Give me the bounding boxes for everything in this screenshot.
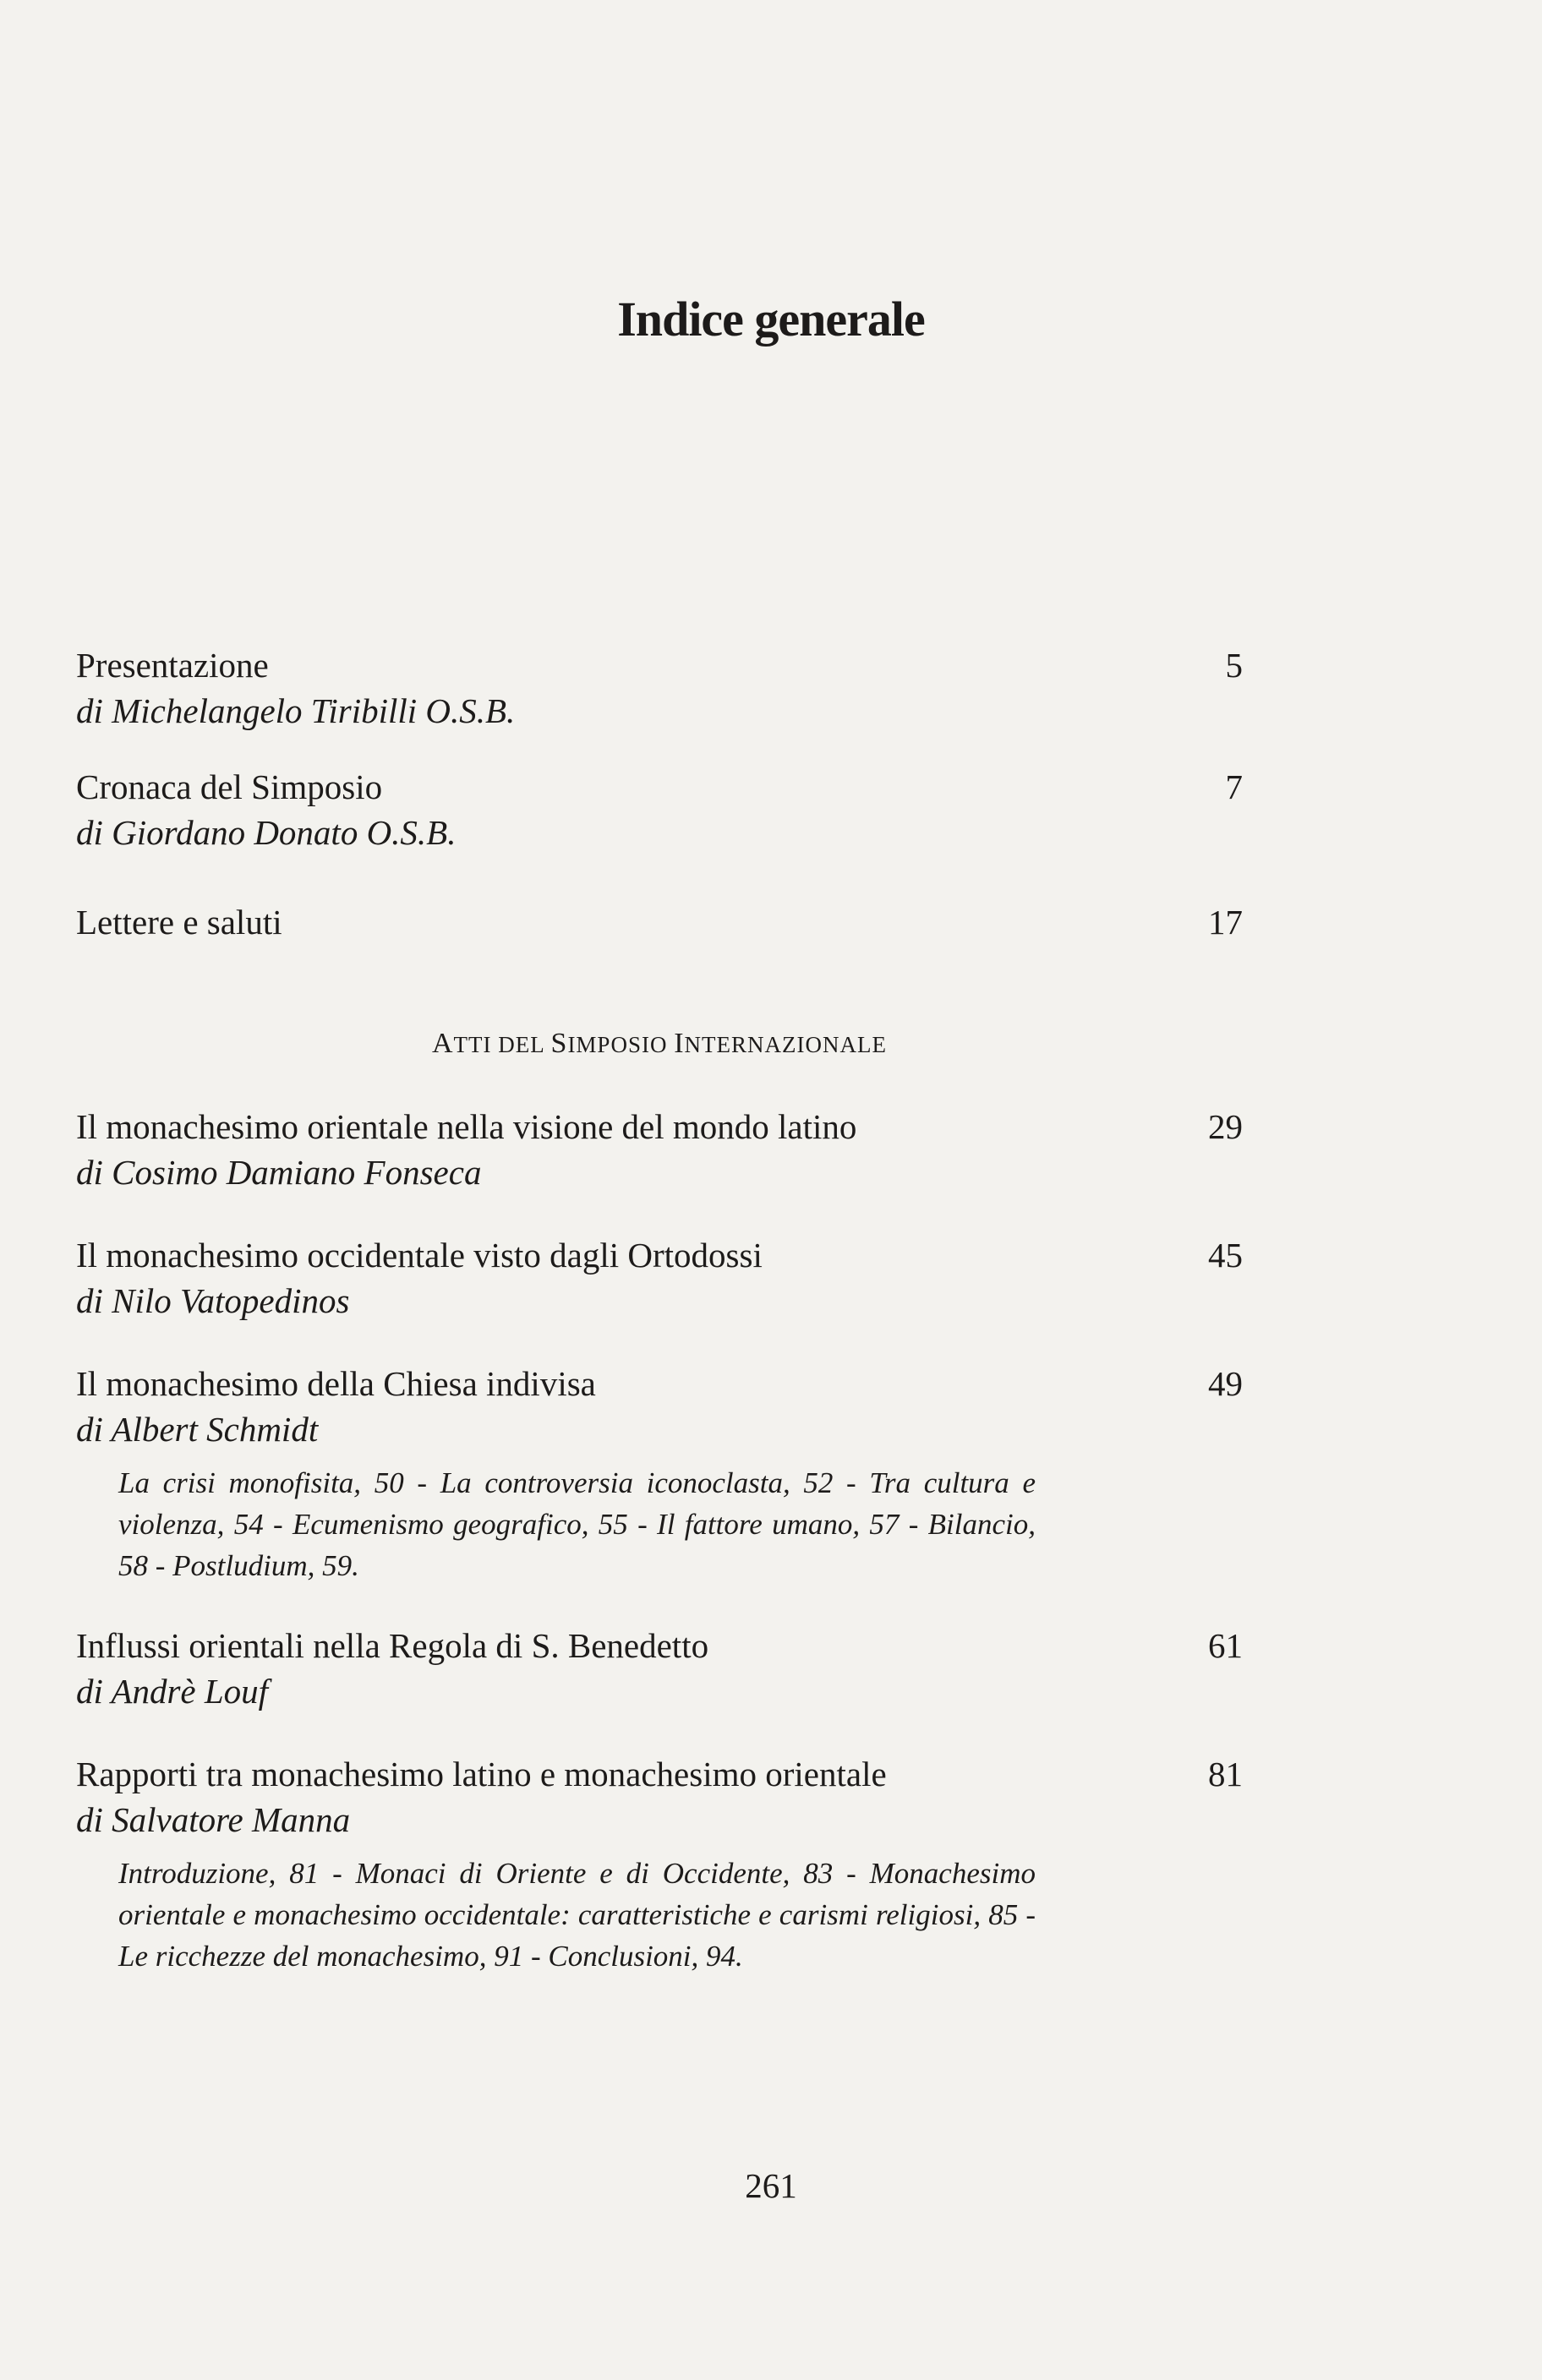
section-heading: ATTI DEL SIMPOSIO INTERNAZIONALE bbox=[431, 1028, 888, 1059]
page-number: 261 bbox=[745, 2166, 797, 2205]
toc-entry-title: Rapporti tra monachesimo latino e monachesimo orientale bbox=[76, 1755, 887, 1793]
toc-entry-page: 5 bbox=[1225, 646, 1243, 685]
toc-entry-line bbox=[76, 1361, 1243, 1406]
toc-entry-line bbox=[76, 764, 1243, 810]
toc-entry-title: Il monachesimo orientale nella visione del mondo latino bbox=[76, 1107, 857, 1146]
toc-entry-page: 17 bbox=[1208, 903, 1243, 942]
toc-entry-title: Il monachesimo della Chiesa indivisa bbox=[76, 1364, 596, 1403]
toc-entry-title: Il monachesimo occidentale visto dagli Ortodossi bbox=[76, 1236, 763, 1275]
toc-entry-page: 29 bbox=[1208, 1107, 1243, 1146]
toc-entry-page: 81 bbox=[1208, 1755, 1243, 1793]
toc-entry-cronaca bbox=[76, 764, 1243, 855]
toc-entry-page: 49 bbox=[1208, 1364, 1243, 1403]
page-title: Indice generale bbox=[617, 292, 925, 347]
toc-entry-line bbox=[76, 1623, 1243, 1668]
toc-entry-line bbox=[76, 642, 1243, 688]
toc-entry-fonseca bbox=[76, 1104, 1243, 1195]
toc-entry-page: 61 bbox=[1208, 1626, 1243, 1665]
toc-entry-author: di Giordano Donato O.S.B. bbox=[76, 813, 457, 852]
toc-entry-line bbox=[76, 1232, 1243, 1278]
toc-entry-page: 45 bbox=[1208, 1236, 1243, 1275]
toc-entry-author: di Albert Schmidt bbox=[76, 1410, 319, 1449]
toc-entry-manna bbox=[76, 1751, 1243, 1842]
toc-entry-line bbox=[76, 1104, 1243, 1149]
toc-entry-vatopedinos bbox=[76, 1232, 1243, 1324]
toc-entry-title: Influssi orientali nella Regola di S. Benedetto bbox=[76, 1626, 709, 1665]
toc-entry-author: di Nilo Vatopedinos bbox=[76, 1281, 350, 1320]
toc-entry-line bbox=[76, 1751, 1243, 1797]
toc-entry-title: Cronaca del Simposio bbox=[76, 767, 383, 806]
toc-entry-subsections: La crisi monofisita, 50 - La controversia iconoclasta, 52 - Tra cultura e violenza, 54 - Ecumenismo geografico, 55 - Il fattore umano, 57 - Bilancio, 58 - Postludium, 59. bbox=[118, 1466, 1036, 1582]
toc-entry-author: di Michelangelo Tiribilli O.S.B. bbox=[76, 691, 516, 730]
toc-entry-presentazione bbox=[76, 642, 1243, 734]
toc-entry-title: Presentazione bbox=[76, 646, 269, 685]
toc-entry-lettere bbox=[76, 899, 1243, 945]
toc-entry-author: di Salvatore Manna bbox=[76, 1800, 351, 1839]
toc-entry-louf bbox=[76, 1623, 1243, 1714]
toc-entry-subsections: Introduzione, 81 - Monaci di Oriente e di Occidente, 83 - Monachesimo orientale e monachesimo occidentale: caratteristiche e carismi religiosi, 85 - Le ricchezze del monachesimo, 91 - Conclusioni, 94. bbox=[118, 1857, 1036, 1973]
toc-entry-line bbox=[76, 899, 1243, 945]
toc-entry-author: di Cosimo Damiano Fonseca bbox=[76, 1153, 482, 1192]
toc-entry-title: Lettere e saluti bbox=[76, 903, 282, 942]
toc-entry-schmidt bbox=[76, 1361, 1243, 1452]
toc-entry-page: 7 bbox=[1225, 767, 1243, 806]
toc-entry-author: di Andrè Louf bbox=[76, 1672, 269, 1711]
